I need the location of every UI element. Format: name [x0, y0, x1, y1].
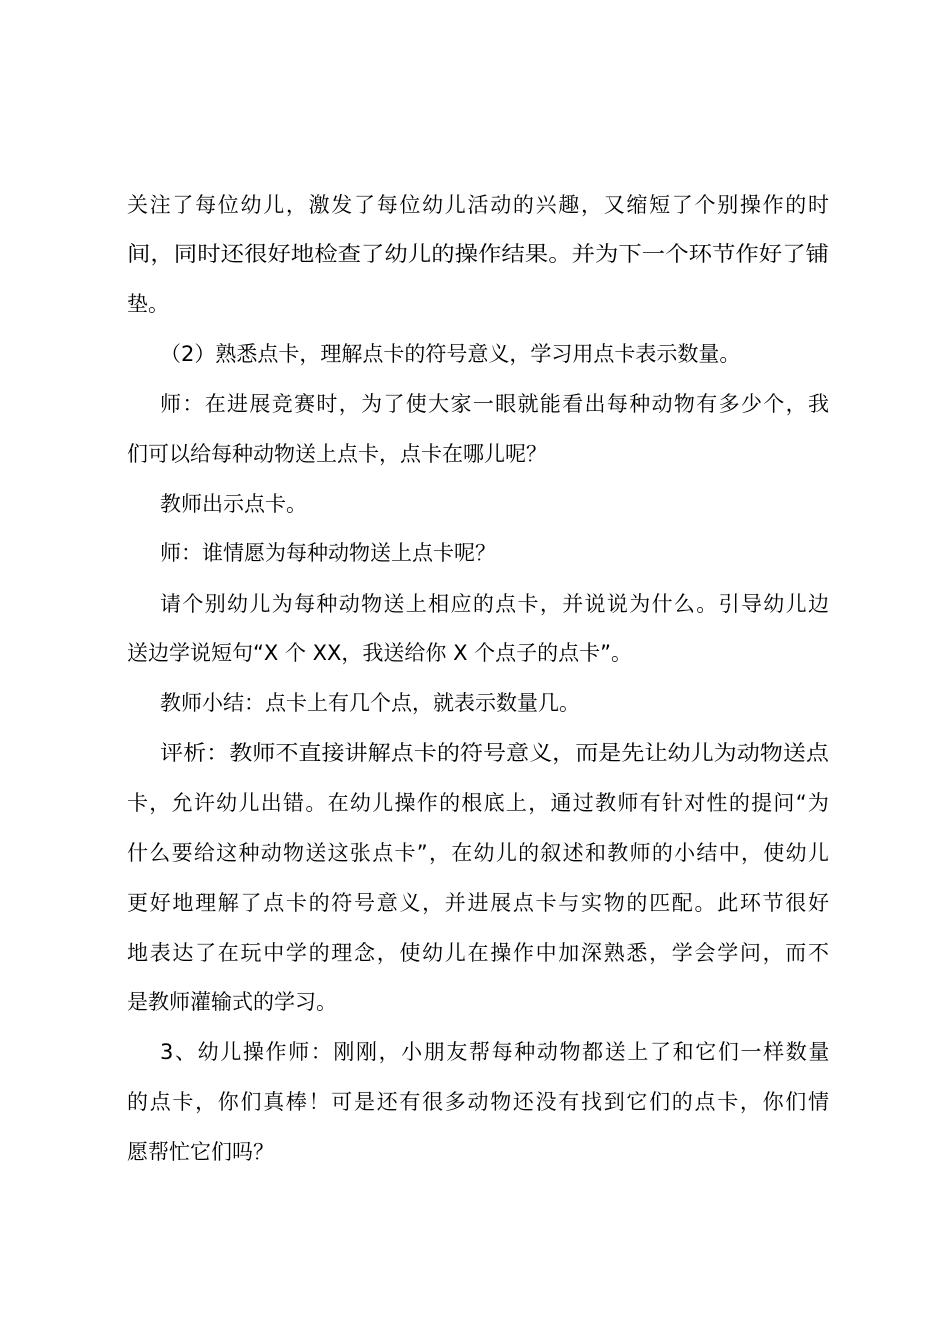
text-line: 师：在进展竞赛时，为了使大家一眼就能看出每种动物有多少个，我 [160, 392, 831, 416]
text-line: 是教师灌输式的学习。 [127, 990, 337, 1014]
text-line: 的点卡，你们真棒！可是还有很多动物还没有找到它们的点卡，你们情 [127, 1090, 831, 1114]
text-line: 关注了每位幼儿，激发了每位幼儿活动的兴趣，又缩短了个别操作的时 [127, 193, 831, 217]
text-line: 教师小结：点卡上有几个点，就表示数量几。 [160, 691, 580, 715]
text-line: 评析：教师不直接讲解点卡的符号意义，而是先让幼儿为动物送点 [160, 741, 829, 765]
text-line: 3、幼儿操作师：刚刚，小朋友帮每种动物都送上了和它们一样数量 [160, 1040, 831, 1064]
text-line: 师：谁情愿为每种动物送上点卡呢？ [160, 541, 496, 565]
text-line: （2）熟悉点卡，理解点卡的符号意义，学习用点卡表示数量。 [160, 342, 741, 366]
text-line: 教师出示点卡。 [160, 492, 307, 516]
text-line: 垫。 [127, 292, 169, 316]
text-line: 们可以给每种动物送上点卡，点卡在哪儿呢？ [127, 442, 547, 466]
text-line: 地表达了在玩中学的理念，使幼儿在操作中加深熟悉，学会学问，而不 [127, 941, 831, 965]
text-line: 更好地理解了点卡的符号意义，并进展点卡与实物的匹配。此环节很好 [127, 891, 831, 915]
text-line: 什么要给这种动物送这张点卡”，在幼儿的叙述和教师的小结中，使幼儿 [127, 841, 831, 865]
text-line: 愿帮忙它们吗？ [127, 1140, 274, 1164]
text-line: 卡，允许幼儿出错。在幼儿操作的根底上，通过教师有针对性的提问“为 [127, 791, 831, 815]
text-line: 送边学说短句“X 个 XX，我送给你 X 个点子的点卡”。 [127, 641, 633, 665]
text-line: 请个别幼儿为每种动物送上相应的点卡，并说说为什么。引导幼儿边 [160, 592, 831, 616]
text-line: 间，同时还很好地检查了幼儿的操作结果。并为下一个环节作好了铺 [127, 242, 829, 266]
